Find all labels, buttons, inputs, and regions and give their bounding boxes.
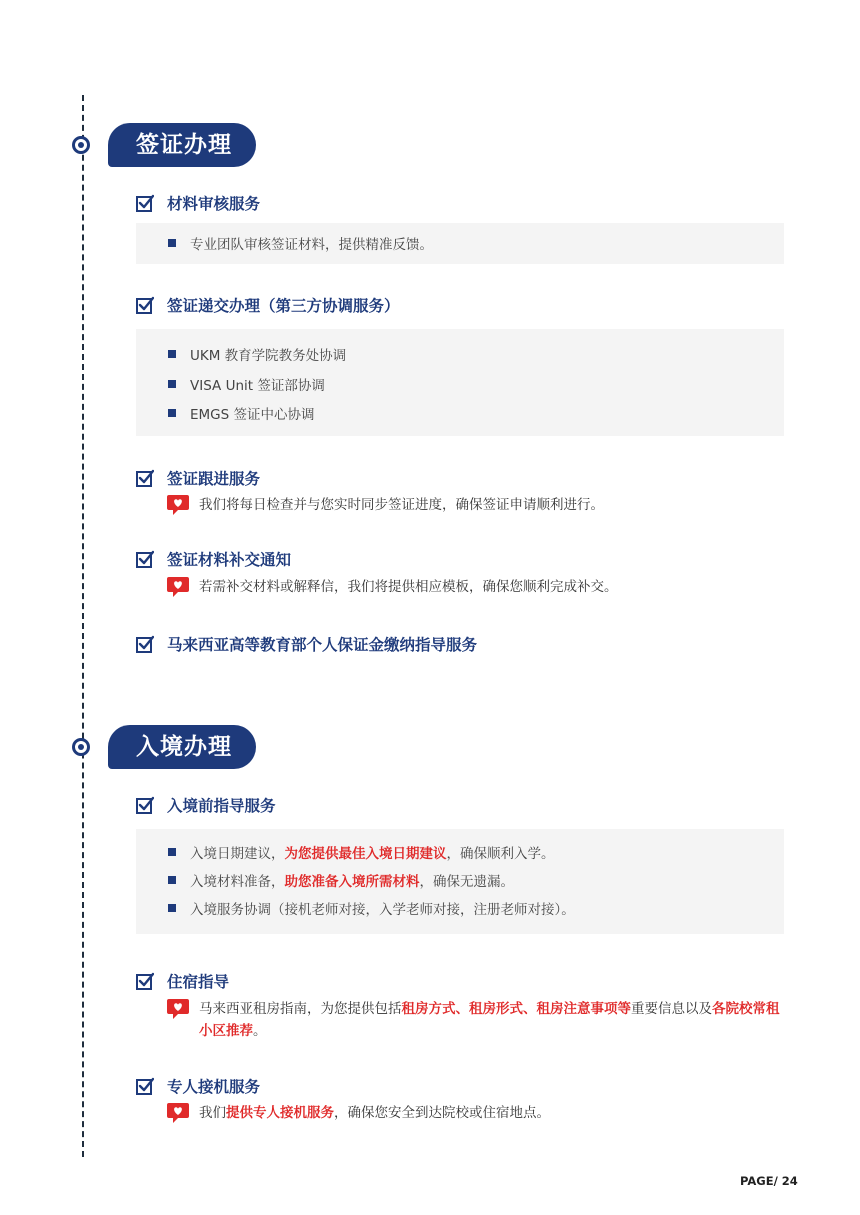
note-text-part: 我们 xyxy=(199,1105,226,1121)
note-visa-supplement xyxy=(166,576,618,598)
item-visa-supplement xyxy=(136,548,291,570)
checkbox-checked-icon xyxy=(136,635,154,653)
square-bullet xyxy=(168,350,176,358)
item-title-text: 签证材料补交通知 xyxy=(167,551,292,569)
highlight-text: 各院校常租小区推荐 xyxy=(199,1001,780,1039)
section-title-entry: 入境办理 xyxy=(108,725,256,769)
note-text: 若需补交材料或解释信，我们将提供相应模板，确保您顺利完成补交。 xyxy=(199,579,618,595)
list-item xyxy=(168,842,555,862)
list-item-text: UKM 教育学院教务处协调 xyxy=(190,348,347,364)
timeline-node-visa xyxy=(72,136,90,154)
note-text-part: 。 xyxy=(253,1023,267,1039)
list-item xyxy=(168,403,315,423)
item-material-review xyxy=(136,192,260,214)
bullet-box-pre-entry xyxy=(136,829,784,934)
item-visa-submission xyxy=(136,294,400,316)
checkbox-checked-icon xyxy=(136,550,154,568)
heart-chat-icon xyxy=(166,1102,190,1124)
list-item xyxy=(168,344,346,364)
item-airport-pickup xyxy=(136,1075,260,1097)
heart-chat-icon xyxy=(166,998,190,1020)
section-title-visa: 签证办理 xyxy=(108,123,256,167)
timeline-dashed-line xyxy=(82,95,84,1157)
note-text-part: 马来西亚租房指南，为您提供包括 xyxy=(199,1001,402,1017)
square-bullet xyxy=(168,848,176,856)
highlight-text: 租房方式、租房形式、租房注意事项等 xyxy=(401,1001,631,1017)
highlight-text: 助您准备入境所需材料 xyxy=(284,874,420,890)
list-item-text: 入境服务协调（接机老师对接，入学老师对接，注册老师对接）。 xyxy=(190,902,575,918)
list-item xyxy=(168,233,433,253)
item-title-text: 签证跟进服务 xyxy=(167,470,261,488)
note-text-part: 重要信息以及 xyxy=(631,1001,712,1017)
note-housing xyxy=(166,998,791,1042)
note-text-part: ，确保您安全到达院校或住宿地点。 xyxy=(334,1105,550,1121)
list-item-text: 入境材料准备， xyxy=(190,874,285,890)
item-title-text: 专人接机服务 xyxy=(167,1078,261,1096)
list-item-text: 专业团队审核签证材料，提供精准反馈。 xyxy=(190,237,433,253)
checkbox-checked-icon xyxy=(136,972,154,990)
checkbox-checked-icon xyxy=(136,1077,154,1095)
item-title-text: 住宿指导 xyxy=(167,973,230,991)
page-number: PAGE/ 24 xyxy=(740,1174,798,1188)
list-item-text: 入境日期建议， xyxy=(190,846,285,862)
item-deposit-guidance xyxy=(136,633,477,655)
checkbox-checked-icon xyxy=(136,796,154,814)
list-item-text: ，确保顺利入学。 xyxy=(446,846,555,862)
highlight-text: 提供专人接机服务 xyxy=(226,1105,334,1121)
list-item xyxy=(168,374,325,394)
note-pickup xyxy=(166,1102,550,1124)
list-item-text: EMGS 签证中心协调 xyxy=(190,407,315,423)
heart-chat-icon xyxy=(166,576,190,598)
list-item-text: VISA Unit 签证部协调 xyxy=(190,378,325,394)
heart-chat-icon xyxy=(166,494,190,516)
bullet-box-material-review xyxy=(136,223,784,264)
item-visa-followup xyxy=(136,467,260,489)
bullet-box-visa-submission xyxy=(136,329,784,436)
list-item-text: ，确保无遗漏。 xyxy=(419,874,514,890)
item-title-text: 入境前指导服务 xyxy=(167,797,276,815)
item-title-text: 马来西亚高等教育部个人保证金缴纳指导服务 xyxy=(167,636,478,654)
item-pre-entry xyxy=(136,794,276,816)
note-text xyxy=(199,998,791,1042)
checkbox-checked-icon xyxy=(136,194,154,212)
checkbox-checked-icon xyxy=(136,469,154,487)
square-bullet xyxy=(168,380,176,388)
item-housing-guidance xyxy=(136,970,229,992)
list-item xyxy=(168,870,514,890)
square-bullet xyxy=(168,876,176,884)
note-text: 我们将每日检查并与您实时同步签证进度，确保签证申请顺利进行。 xyxy=(199,497,604,513)
square-bullet xyxy=(168,409,176,417)
item-title-text: 签证递交办理（第三方协调服务） xyxy=(167,297,400,315)
square-bullet xyxy=(168,904,176,912)
list-item xyxy=(168,898,575,918)
timeline-node-entry xyxy=(72,738,90,756)
note-visa-followup xyxy=(166,494,604,516)
highlight-text: 为您提供最佳入境日期建议 xyxy=(284,846,447,862)
item-title-text: 材料审核服务 xyxy=(167,195,261,213)
square-bullet xyxy=(168,239,176,247)
note-text xyxy=(199,1102,550,1124)
checkbox-checked-icon xyxy=(136,296,154,314)
